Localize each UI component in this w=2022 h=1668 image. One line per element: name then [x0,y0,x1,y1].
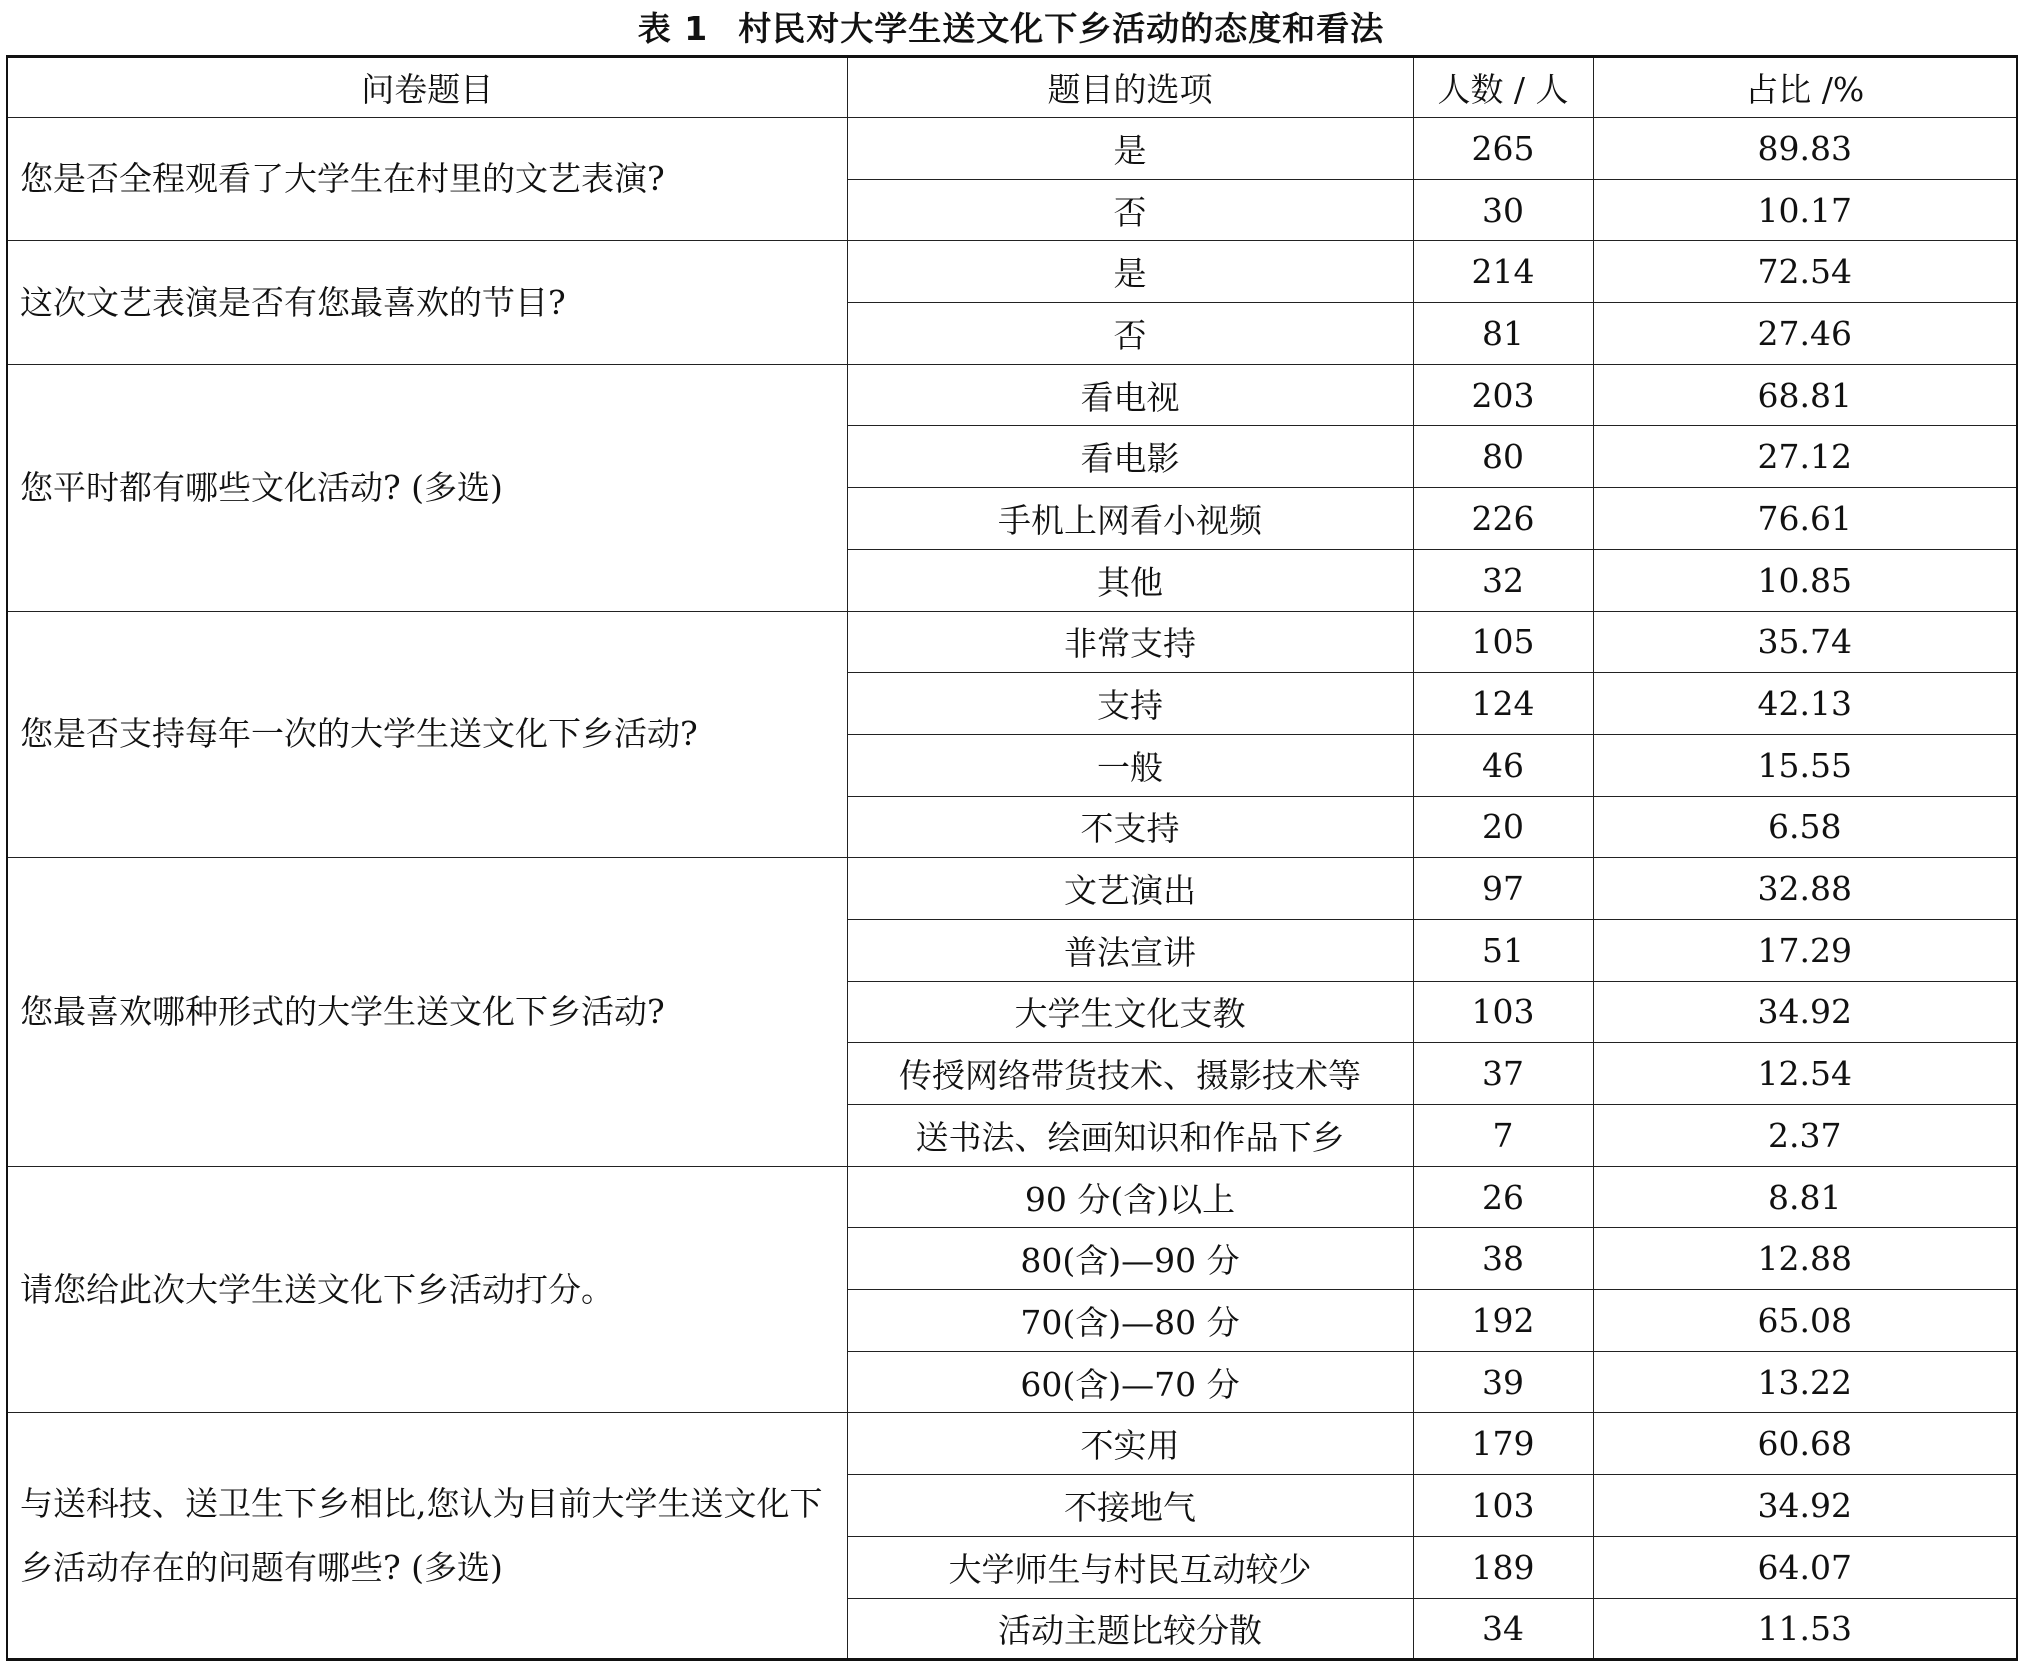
percent-cell: 76.61 [1593,488,2017,550]
percent-cell: 72.54 [1593,241,2017,303]
header-option: 题目的选项 [847,57,1413,118]
option-cell: 是 [847,118,1413,180]
percent-cell: 10.17 [1593,179,2017,241]
option-cell: 是 [847,241,1413,303]
option-cell: 一般 [847,734,1413,796]
percent-cell: 2.37 [1593,1105,2017,1167]
option-cell: 送书法、绘画知识和作品下乡 [847,1105,1413,1167]
count-cell: 7 [1413,1105,1593,1167]
question-cell: 请您给此次大学生送文化下乡活动打分。 [7,1166,847,1413]
table-row [7,364,2017,426]
question-cell: 您是否支持每年一次的大学生送文化下乡活动? [7,611,847,858]
question-cell: 您平时都有哪些文化活动? (多选) [7,364,847,611]
percent-cell: 17.29 [1593,919,2017,981]
option-cell: 不接地气 [847,1475,1413,1537]
count-cell: 179 [1413,1413,1593,1475]
option-cell: 不实用 [847,1413,1413,1475]
count-cell: 103 [1413,981,1593,1043]
percent-cell: 64.07 [1593,1536,2017,1598]
option-cell: 否 [847,303,1413,365]
count-cell: 80 [1413,426,1593,488]
count-cell: 203 [1413,364,1593,426]
count-cell: 97 [1413,858,1593,920]
percent-cell: 60.68 [1593,1413,2017,1475]
question-cell: 您是否全程观看了大学生在村里的文艺表演? [7,118,847,241]
percent-cell: 12.54 [1593,1043,2017,1105]
table-row [7,858,2017,920]
percent-cell: 6.58 [1593,796,2017,858]
count-cell: 265 [1413,118,1593,180]
percent-cell: 11.53 [1593,1598,2017,1660]
option-cell: 传授网络带货技术、摄影技术等 [847,1043,1413,1105]
count-cell: 124 [1413,673,1593,735]
option-cell: 60(含)—70 分 [847,1351,1413,1413]
count-cell: 37 [1413,1043,1593,1105]
table-title: 村民对大学生送文化下乡活动的态度和看法 [738,8,1385,48]
percent-cell: 13.22 [1593,1351,2017,1413]
count-cell: 20 [1413,796,1593,858]
option-cell: 看电影 [847,426,1413,488]
survey-table [6,55,2018,1661]
count-cell: 46 [1413,734,1593,796]
count-cell: 226 [1413,488,1593,550]
table-row [7,241,2017,303]
option-cell: 大学生文化支教 [847,981,1413,1043]
option-cell: 大学师生与村民互动较少 [847,1536,1413,1598]
percent-cell: 34.92 [1593,1475,2017,1537]
question-cell: 与送科技、送卫生下乡相比,您认为目前大学生送文化下乡活动存在的问题有哪些? (多选) [7,1413,847,1660]
option-cell: 看电视 [847,364,1413,426]
percent-cell: 42.13 [1593,673,2017,735]
table-number: 表 1 [637,8,709,48]
percent-cell: 65.08 [1593,1290,2017,1352]
option-cell: 非常支持 [847,611,1413,673]
percent-cell: 34.92 [1593,981,2017,1043]
option-cell: 普法宣讲 [847,919,1413,981]
option-cell: 否 [847,179,1413,241]
table-row [7,611,2017,673]
percent-cell: 12.88 [1593,1228,2017,1290]
percent-cell: 32.88 [1593,858,2017,920]
count-cell: 34 [1413,1598,1593,1660]
percent-cell: 27.46 [1593,303,2017,365]
option-cell: 70(含)—80 分 [847,1290,1413,1352]
table-body [7,118,2017,1660]
table-caption [0,0,2022,52]
option-cell: 支持 [847,673,1413,735]
count-cell: 81 [1413,303,1593,365]
option-cell: 80(含)—90 分 [847,1228,1413,1290]
option-cell: 90 分(含)以上 [847,1166,1413,1228]
option-cell: 活动主题比较分散 [847,1598,1413,1660]
count-cell: 103 [1413,1475,1593,1537]
count-cell: 26 [1413,1166,1593,1228]
option-cell: 手机上网看小视频 [847,488,1413,550]
option-cell: 文艺演出 [847,858,1413,920]
header-percent: 占比 /% [1593,57,2017,118]
percent-cell: 15.55 [1593,734,2017,796]
count-cell: 192 [1413,1290,1593,1352]
header-row [7,57,2017,118]
option-cell: 不支持 [847,796,1413,858]
percent-cell: 10.85 [1593,549,2017,611]
count-cell: 105 [1413,611,1593,673]
count-cell: 38 [1413,1228,1593,1290]
table-row [7,1166,2017,1228]
header-count: 人数 / 人 [1413,57,1593,118]
percent-cell: 8.81 [1593,1166,2017,1228]
count-cell: 189 [1413,1536,1593,1598]
count-cell: 51 [1413,919,1593,981]
percent-cell: 89.83 [1593,118,2017,180]
header-question: 问卷题目 [7,57,847,118]
question-cell: 这次文艺表演是否有您最喜欢的节目? [7,241,847,364]
question-cell: 您最喜欢哪种形式的大学生送文化下乡活动? [7,858,847,1166]
table-row [7,118,2017,180]
percent-cell: 35.74 [1593,611,2017,673]
count-cell: 30 [1413,179,1593,241]
percent-cell: 68.81 [1593,364,2017,426]
percent-cell: 27.12 [1593,426,2017,488]
option-cell: 其他 [847,549,1413,611]
count-cell: 32 [1413,549,1593,611]
count-cell: 39 [1413,1351,1593,1413]
count-cell: 214 [1413,241,1593,303]
table-row [7,1413,2017,1475]
